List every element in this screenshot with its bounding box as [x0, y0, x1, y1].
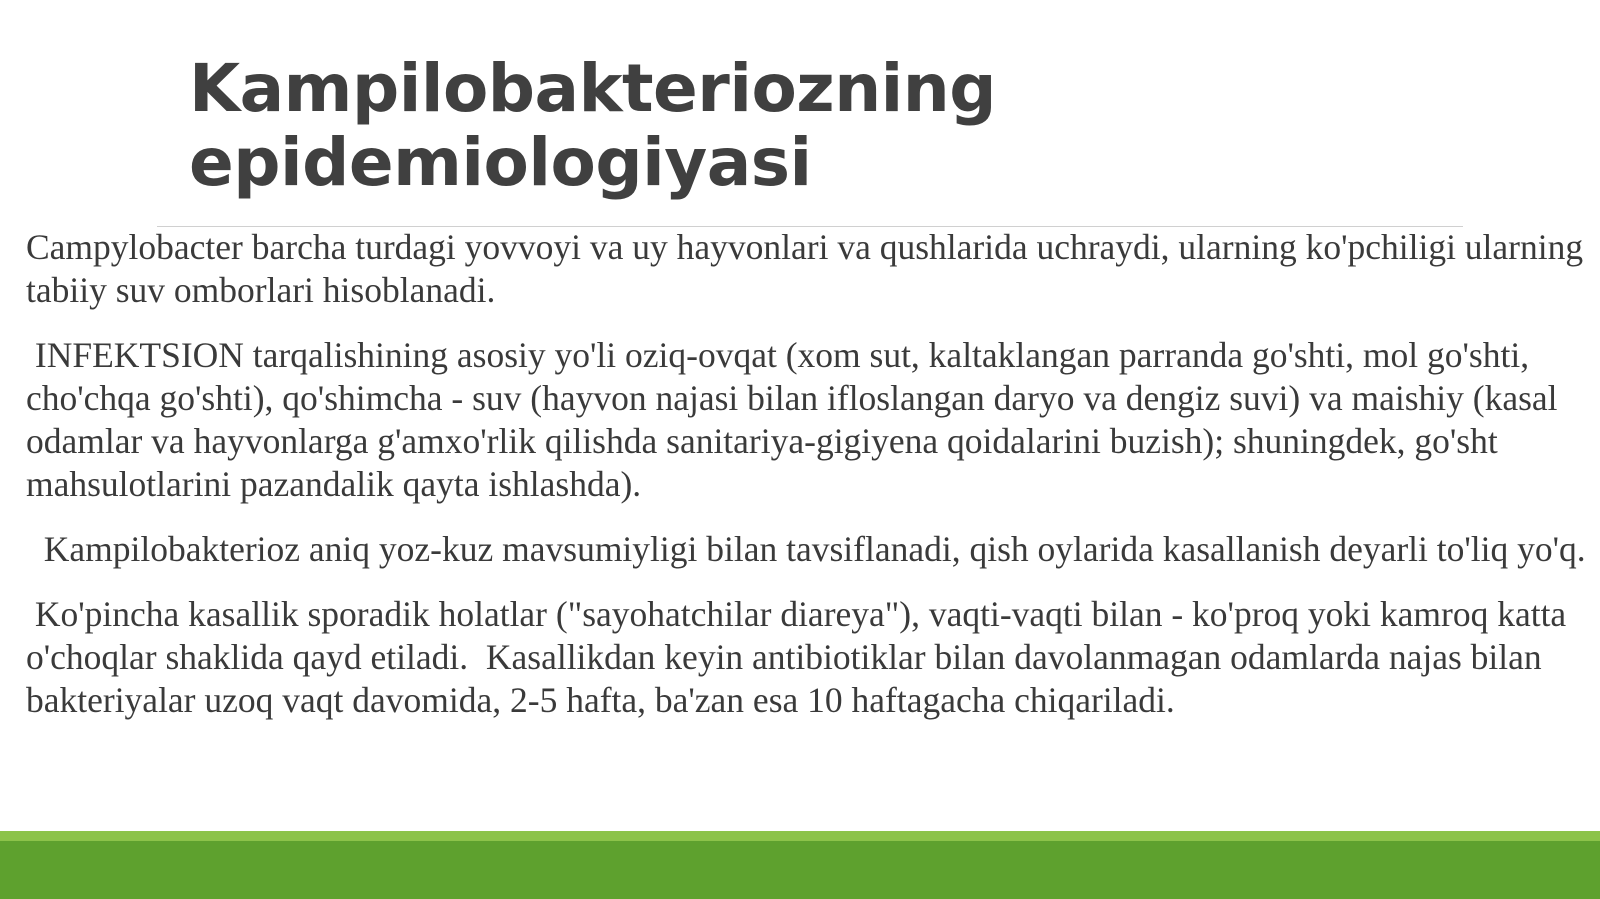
body-paragraph-4: Ko'pincha kasallik sporadik holatlar ("sayohatchilar diareya"), vaqti-vaqti bilan - ko'proq yoki kamroq katta o'choqlar shaklida qayd etiladi. Kasallikdan keyin antibiotiklar bilan davolanmagan odamlarda najas bilan bakteriyalar uzoq vaqt davomida, 2-5 hafta, ba'zan esa 10 haftagacha chiqariladi. [26, 594, 1576, 720]
slide-title-line-2: epidemiologiyasi [189, 124, 812, 201]
footer-accent-stripe [0, 831, 1600, 841]
body-paragraph-1: Campylobacter barcha turdagi yovvoyi va uy hayvonlari va qushlarida uchraydi, ularning ko'pchiligi ularning tabiiy suv omborlari hisoblanadi. [26, 227, 1592, 310]
footer-bar [0, 841, 1600, 899]
slide-title-line-1: Kampilobakteriozning [189, 50, 997, 127]
slide-body [26, 226, 1600, 744]
body-paragraph-3: Kampilobakterioz aniq yoz-kuz mavsumiyligi bilan tavsiflanadi, qish oylarida kasallanish deyarli to'liq yo'q. [26, 529, 1586, 569]
body-paragraph-2: INFEKTSION tarqalishining asosiy yo'li oziq-ovqat (xom sut, kaltaklangan parranda go'shti, mol go'shti, cho'chqa go'shti), qo'shimcha - suv (hayvon najasi bilan ifloslangan daryo va dengiz suvi) va maishiy (kasal odamlar va hayvonlarga g'amxo'rlik qilishda sanitariya-gigiyena qoidalarini buzish); shuningdek, go'sht mahsulotlarini pazandalik qayta ishlashda). [26, 335, 1567, 504]
slide-title [189, 52, 1389, 200]
